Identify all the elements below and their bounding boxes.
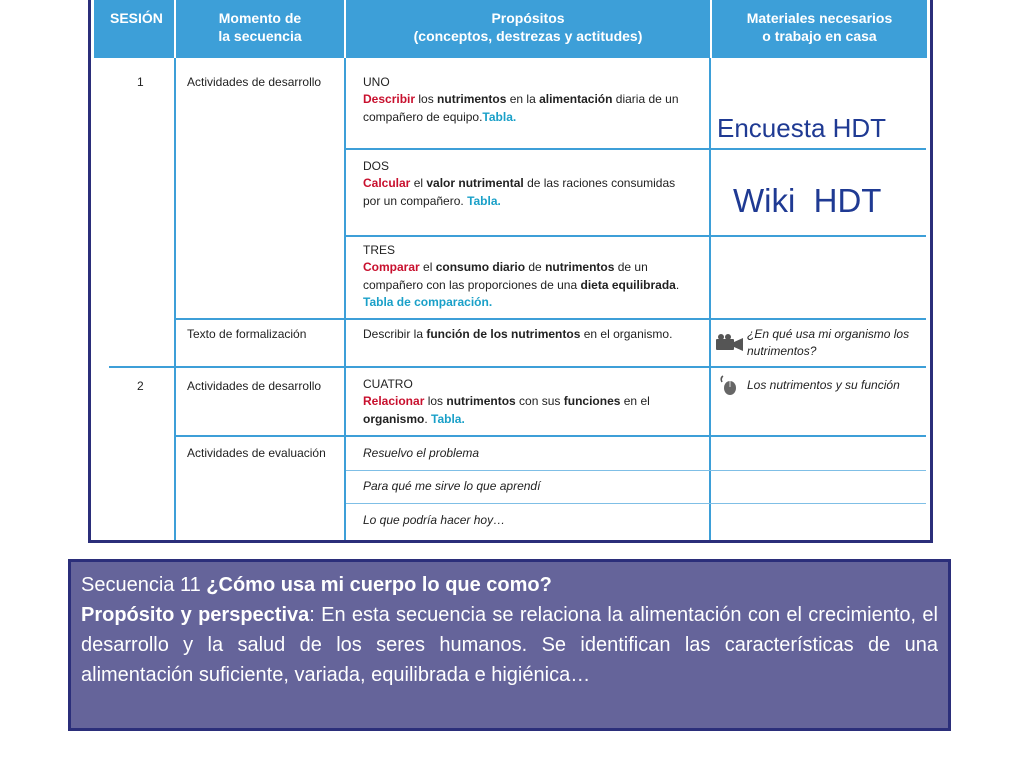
column-divider bbox=[344, 58, 346, 540]
purpose-title: TRES bbox=[363, 243, 396, 257]
session-number: 2 bbox=[137, 379, 144, 393]
header-propositos-line1: Propósitos bbox=[491, 10, 565, 26]
purpose-verb: Comparar bbox=[363, 260, 420, 275]
purpose-formalizacion bbox=[363, 326, 703, 343]
purpose-fragment: diaria de un compañero de equipo. bbox=[363, 92, 679, 124]
header-materiales-line2: o trabajo en casa bbox=[762, 27, 877, 44]
purpose-text bbox=[363, 259, 693, 294]
row-divider bbox=[174, 435, 926, 437]
purpose-keyword: funciones bbox=[563, 394, 621, 409]
purpose-fragment: en la bbox=[506, 92, 540, 107]
purpose-cuatro bbox=[363, 376, 693, 428]
purpose-verb: Calcular bbox=[363, 176, 411, 191]
purpose-text bbox=[363, 393, 693, 428]
header-momento bbox=[176, 0, 344, 58]
purpose-text bbox=[363, 91, 693, 126]
moment-evaluacion: Actividades de evaluación bbox=[187, 446, 326, 460]
mouse-icon bbox=[719, 374, 739, 396]
purpose-keyword: nutrimentos bbox=[437, 92, 507, 107]
header-propositos-line2: (conceptos, destrezas y actitudes) bbox=[413, 27, 643, 44]
material-video[interactable]: ¿En qué usa mi organismo los nutrimentos? bbox=[747, 327, 910, 359]
purpose-dos bbox=[363, 158, 693, 210]
header-momento-line2: la secuencia bbox=[218, 27, 302, 44]
table-header bbox=[94, 0, 927, 58]
header-sesion bbox=[94, 0, 174, 58]
purpose-keyword: organismo bbox=[363, 411, 425, 426]
purpose-keyword: dieta equilibrada bbox=[580, 277, 676, 292]
header-materiales bbox=[712, 0, 927, 58]
moment-desarrollo: Actividades de desarrollo bbox=[187, 75, 322, 89]
purpose-description: : En esta secuencia se relaciona la alimentación con el crecimiento, el desarrollo y la salud de los seres humanos. Se identifican las características de una alimentación suficiente, variada, equilibrada e higiénica… bbox=[81, 604, 938, 686]
purpose-title: UNO bbox=[363, 75, 390, 89]
header-propositos bbox=[346, 0, 710, 58]
purpose-fragment: Describir la bbox=[363, 327, 427, 341]
purpose-fragment: los bbox=[415, 92, 438, 107]
purpose-tabla-link[interactable]: Tabla de comparación. bbox=[363, 295, 493, 310]
purpose-fragment: de las raciones consumidas por un compañero. bbox=[363, 176, 676, 208]
purpose-title: DOS bbox=[363, 159, 390, 173]
sequence-title: ¿Cómo usa mi cuerpo lo que como? bbox=[206, 574, 552, 596]
evaluation-item: Para qué me sirve lo que aprendí bbox=[363, 479, 541, 493]
purpose-tabla-link[interactable]: Tabla. bbox=[467, 193, 501, 208]
material-interactive[interactable]: Los nutrimentos y su función bbox=[747, 378, 900, 392]
column-divider bbox=[174, 58, 176, 540]
purpose-keyword: nutrimentos bbox=[446, 394, 516, 409]
purpose-keyword: alimentación bbox=[539, 92, 613, 107]
purpose-keyword: valor nutrimental bbox=[426, 176, 524, 191]
sequence-table bbox=[88, 0, 933, 543]
purpose-fragment: los bbox=[424, 394, 447, 409]
purpose-tabla-link[interactable]: Tabla. bbox=[431, 411, 465, 426]
row-divider bbox=[346, 148, 926, 150]
evaluation-item: Lo que podría hacer hoy… bbox=[363, 513, 506, 527]
sequence-title-line bbox=[81, 570, 938, 600]
purpose-fragment: . bbox=[675, 277, 680, 292]
purpose-fragment: de un compañero con las proporciones de una bbox=[363, 260, 648, 292]
purpose-fragment: el bbox=[410, 176, 427, 191]
purpose-verb: Relacionar bbox=[363, 394, 425, 409]
row-divider bbox=[174, 318, 926, 320]
purpose-fragment: en el bbox=[620, 394, 650, 409]
purpose-fragment: el bbox=[419, 260, 436, 275]
purpose-keyword: función de los nutrimentos bbox=[426, 327, 581, 341]
session-divider bbox=[109, 366, 926, 368]
session-number: 1 bbox=[137, 75, 144, 89]
purpose-fragment: en el organismo. bbox=[580, 327, 673, 341]
header-momento-line1: Momento de bbox=[218, 10, 302, 26]
purpose-tres bbox=[363, 242, 693, 312]
encuesta-hdt-label[interactable]: Encuesta HDT bbox=[717, 113, 887, 143]
moment-formalizacion: Texto de formalización bbox=[187, 327, 307, 341]
moment-desarrollo: Actividades de desarrollo bbox=[187, 379, 322, 393]
purpose-fragment: de bbox=[525, 260, 546, 275]
sequence-info-box bbox=[68, 559, 951, 731]
video-camera-icon bbox=[715, 333, 745, 353]
purpose-label: Propósito y perspectiva bbox=[81, 604, 310, 626]
purpose-paragraph bbox=[81, 600, 938, 690]
purpose-text bbox=[363, 175, 693, 210]
wiki-hdt-label[interactable]: Wiki HDT bbox=[733, 182, 882, 219]
purpose-keyword: consumo diario bbox=[435, 260, 526, 275]
row-divider bbox=[346, 503, 926, 504]
sequence-number: Secuencia 11 bbox=[81, 574, 207, 596]
purpose-keyword: nutrimentos bbox=[545, 260, 615, 275]
purpose-verb: Describir bbox=[363, 92, 416, 107]
header-sesion-text: SESIÓN bbox=[110, 10, 163, 26]
row-divider bbox=[346, 470, 926, 471]
purpose-title: CUATRO bbox=[363, 377, 413, 391]
purpose-uno bbox=[363, 74, 693, 126]
purpose-tabla-link[interactable]: Tabla. bbox=[482, 109, 517, 124]
purpose-fragment: . bbox=[424, 411, 432, 426]
evaluation-item: Resuelvo el problema bbox=[363, 446, 480, 460]
column-divider bbox=[709, 58, 711, 540]
header-materiales-line1: Materiales necesarios bbox=[746, 10, 893, 26]
purpose-fragment: con sus bbox=[515, 394, 564, 409]
row-divider bbox=[346, 235, 926, 237]
